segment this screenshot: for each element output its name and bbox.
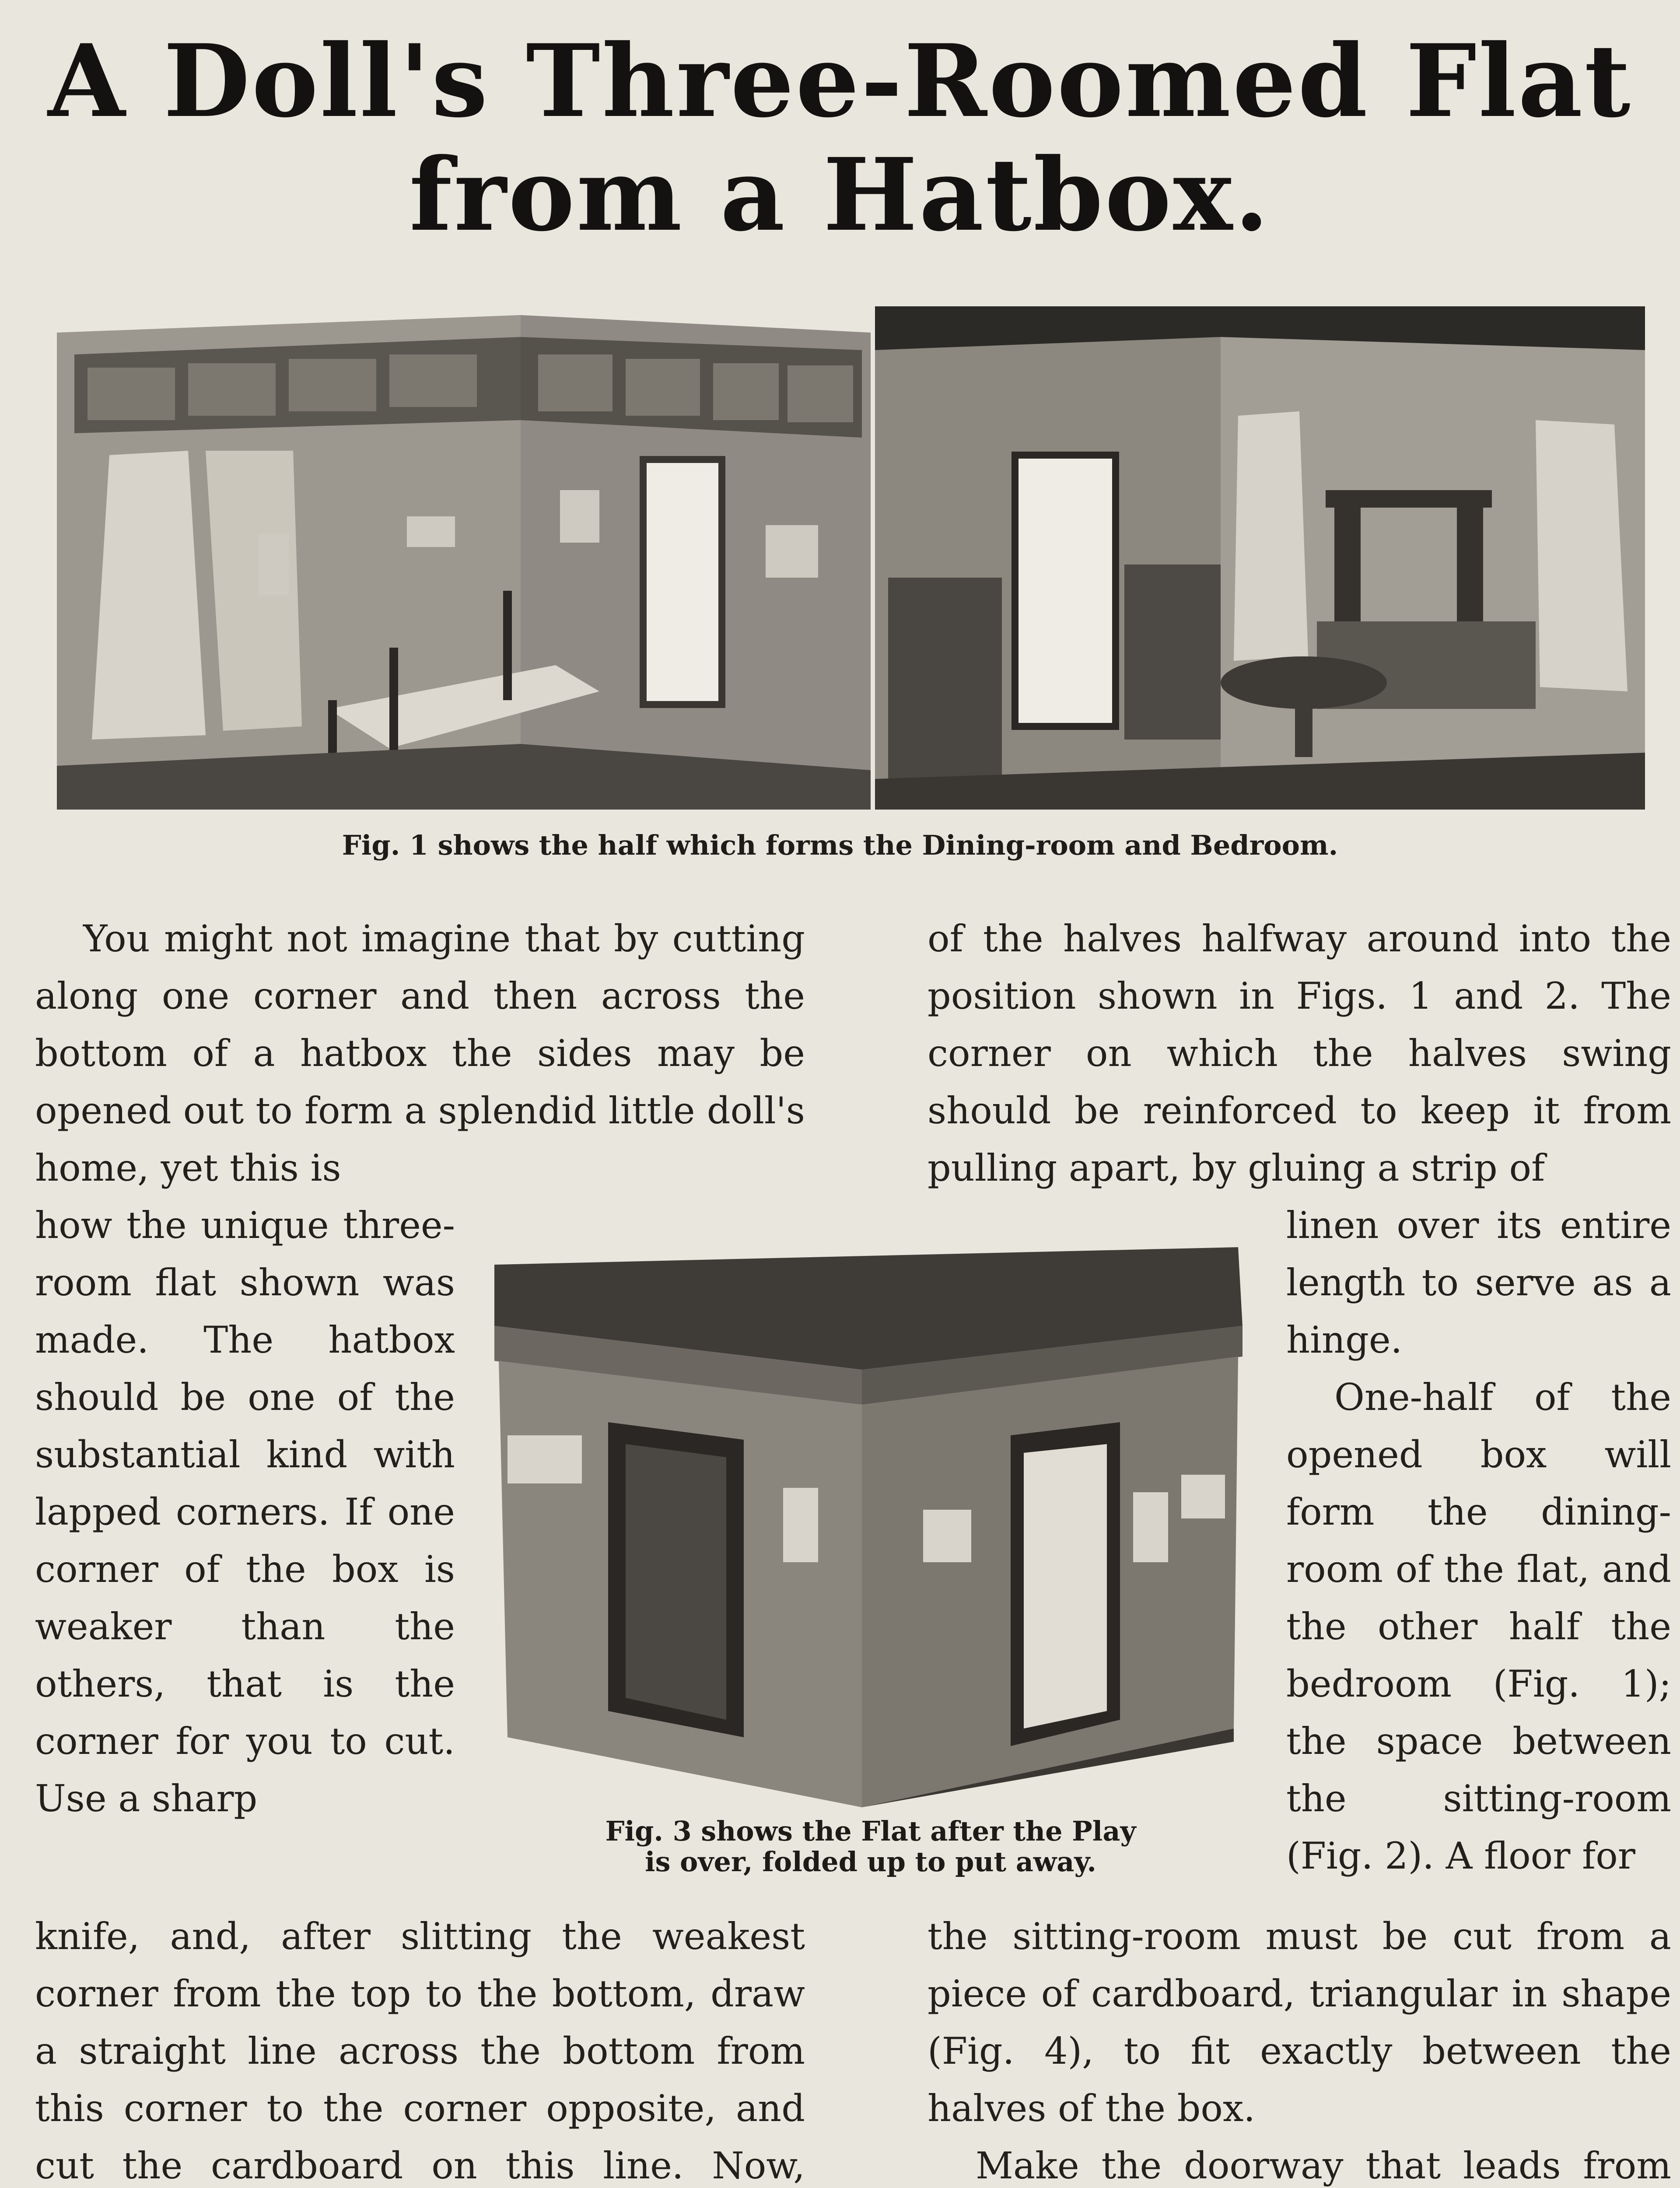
article-right-top (928, 910, 1671, 1197)
figure-1-caption: Fig. 1 shows the half which forms the Dining-room and Bedroom. (342, 829, 1338, 861)
figure-1-photo (57, 306, 1645, 810)
article-right-narrow-text-1: linen over its entire length to serve as a hinge. (1286, 1204, 1671, 1361)
article-left-narrow-text: how the unique three-room flat shown was made. The hatbox should be one of the substantial kind with lapped corners. If one corner of the box is weaker than the others, that is the corner for you to cut. Use a sharp (35, 1204, 455, 1820)
figure-3-caption (503, 1816, 1238, 1877)
article-title-line2: from a Hatbox. (409, 136, 1271, 253)
article-right-top-text: of the halves halfway around into the position shown in Figs. 1 and 2. The corner on which the halves swing should be reinforced to keep it from pulling apart, by gluing a strip of (928, 917, 1671, 1189)
article-right-narrow (1286, 1197, 1671, 1885)
article-right-bottom (928, 1908, 1671, 2188)
article-title-line1: A Doll's Three-Roomed Flat (48, 22, 1632, 140)
article-right-bottom-text-2: Make the doorway that leads from (976, 2144, 1671, 2187)
article-left-top-text: You might not imagine that by cutting along one corner and then across the bottom of a hatbox the sides may be opened out to form a splendid little doll's home, yet this is (35, 917, 805, 1189)
article-left-bottom (35, 1908, 805, 2188)
figure-3-caption-line1: Fig. 3 shows the Flat after the Play (605, 1815, 1136, 1847)
article-right-bottom-text-1: the sitting-room must be cut from a piece of cardboard, triangular in shape (Fig. 4), to fit exactly between the halves of the box. (928, 1915, 1671, 2130)
article-right-narrow-text-2: One-half of the opened box will form the dining-room of the flat, and the other half the bedroom (Fig. 1); the space between the sitting-room (Fig. 2). A floor for (1286, 1376, 1671, 1877)
article-left-top (35, 910, 805, 1197)
article-left-narrow (35, 1197, 455, 1827)
figure-3-caption-line2: is over, folded up to put away. (645, 1846, 1096, 1878)
article-left-bottom-text: knife, and, after slitting the weakest corner from the top to the bottom, draw a straight line across the bottom from this corner to the corner opposite, and cut the cardboard on this line. Now, (35, 1915, 805, 2187)
figure-3-photo (490, 1238, 1247, 1807)
